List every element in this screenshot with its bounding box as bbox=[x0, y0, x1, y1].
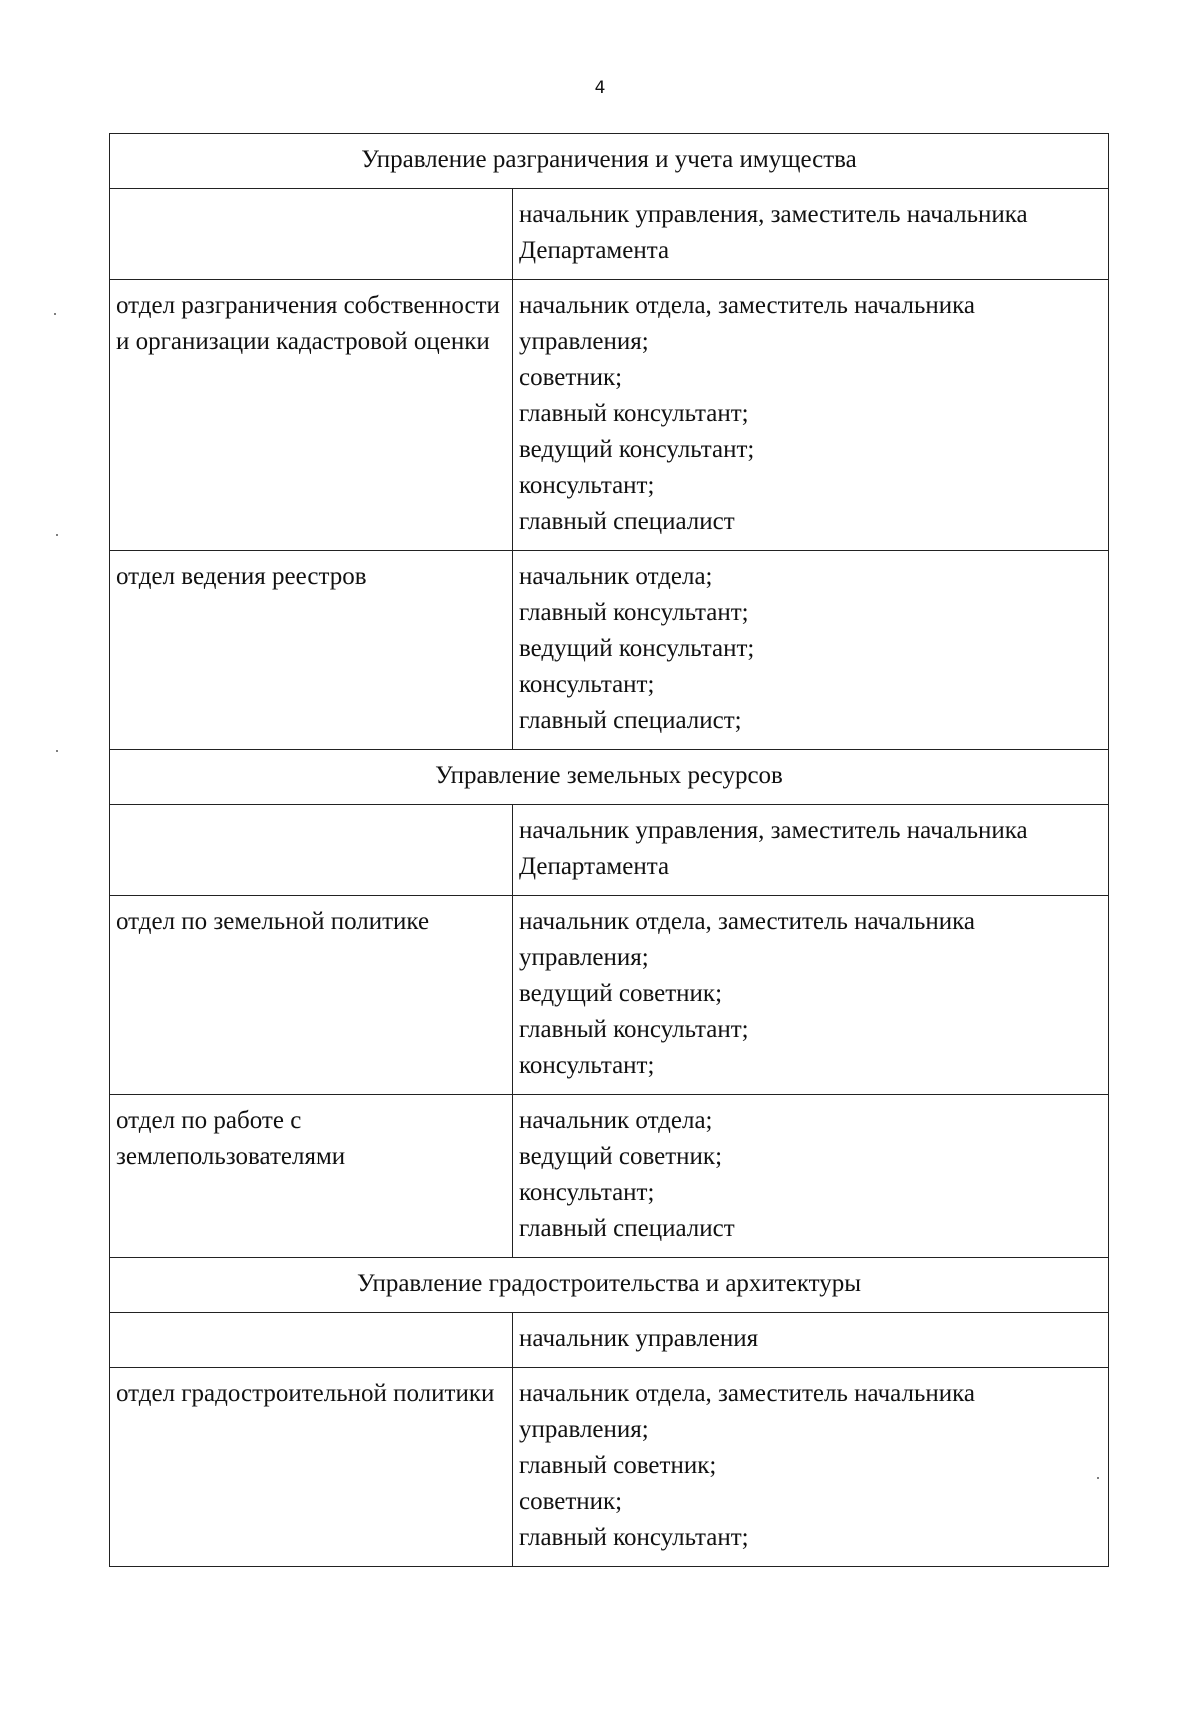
position-line: советник; bbox=[519, 1488, 623, 1515]
unit-name-cell bbox=[110, 805, 513, 896]
positions-cell bbox=[513, 189, 1109, 280]
scan-speck bbox=[54, 313, 56, 315]
position-line: начальник отдела; bbox=[519, 1107, 713, 1134]
table-row bbox=[110, 805, 1109, 896]
position-line: управления; bbox=[519, 1416, 649, 1443]
position-line: ведущий консультант; bbox=[519, 635, 755, 662]
position-line: начальник управления bbox=[519, 1325, 759, 1352]
positions-cell bbox=[513, 280, 1109, 551]
table-row bbox=[110, 896, 1109, 1095]
page-number: 4 bbox=[594, 78, 606, 98]
table-row bbox=[110, 1313, 1109, 1368]
position-line: ведущий консультант; bbox=[519, 436, 755, 463]
section-header-row bbox=[110, 1258, 1109, 1313]
scan-speck bbox=[56, 534, 58, 536]
section-title: Управление разграничения и учета имущества bbox=[110, 134, 1109, 189]
section-title: Управление земельных ресурсов bbox=[110, 750, 1109, 805]
position-line: управления; bbox=[519, 328, 649, 355]
position-line: главный специалист; bbox=[519, 707, 742, 734]
section-header-row bbox=[110, 750, 1109, 805]
table-row bbox=[110, 1095, 1109, 1258]
position-line: консультант; bbox=[519, 1179, 655, 1206]
position-line: консультант; bbox=[519, 472, 655, 499]
position-line: главный консультант; bbox=[519, 1524, 749, 1551]
position-line: главный консультант; bbox=[519, 1016, 749, 1043]
unit-name-cell: отдел градостроительной политики bbox=[110, 1368, 513, 1567]
position-line: консультант; bbox=[519, 671, 655, 698]
positions-cell bbox=[513, 551, 1109, 750]
scan-speck bbox=[56, 750, 58, 752]
table-row bbox=[110, 280, 1109, 551]
position-line: управления; bbox=[519, 944, 649, 971]
position-line: ведущий советник; bbox=[519, 980, 723, 1007]
position-line: консультант; bbox=[519, 1052, 655, 1079]
position-line: начальник управления, заместитель начальника bbox=[519, 201, 1028, 228]
position-line: Департамента bbox=[519, 237, 670, 264]
position-line: главный консультант; bbox=[519, 599, 749, 626]
position-line: советник; bbox=[519, 364, 623, 391]
scan-speck bbox=[1097, 1477, 1099, 1479]
position-line: Департамента bbox=[519, 853, 670, 880]
position-line: начальник отдела, заместитель начальника bbox=[519, 1380, 975, 1407]
unit-name-cell: отдел разграничения собственности и организации кадастровой оценки bbox=[110, 280, 513, 551]
unit-name-cell bbox=[110, 1313, 513, 1368]
position-line: начальник отдела, заместитель начальника bbox=[519, 908, 975, 935]
section-header-row bbox=[110, 134, 1109, 189]
table-row bbox=[110, 189, 1109, 280]
unit-name-cell: отдел по работе с землепользователями bbox=[110, 1095, 513, 1258]
table-row bbox=[110, 1368, 1109, 1567]
unit-name-cell: отдел ведения реестров bbox=[110, 551, 513, 750]
position-line: ведущий советник; bbox=[519, 1143, 723, 1170]
position-line: начальник отдела, заместитель начальника bbox=[519, 292, 975, 319]
positions-cell bbox=[513, 896, 1109, 1095]
position-line: главный советник; bbox=[519, 1452, 717, 1479]
position-line: главный консультант; bbox=[519, 400, 749, 427]
position-line: начальник отдела; bbox=[519, 563, 713, 590]
unit-name-cell bbox=[110, 189, 513, 280]
table-row bbox=[110, 551, 1109, 750]
positions-table bbox=[109, 133, 1109, 1567]
positions-cell bbox=[513, 1095, 1109, 1258]
position-line: начальник управления, заместитель начальника bbox=[519, 817, 1028, 844]
section-title: Управление градостроительства и архитектуры bbox=[110, 1258, 1109, 1313]
position-line: главный специалист bbox=[519, 1215, 735, 1242]
positions-cell bbox=[513, 805, 1109, 896]
unit-name-cell: отдел по земельной политике bbox=[110, 896, 513, 1095]
positions-cell bbox=[513, 1368, 1109, 1567]
positions-cell bbox=[513, 1313, 1109, 1368]
position-line: главный специалист bbox=[519, 508, 735, 535]
